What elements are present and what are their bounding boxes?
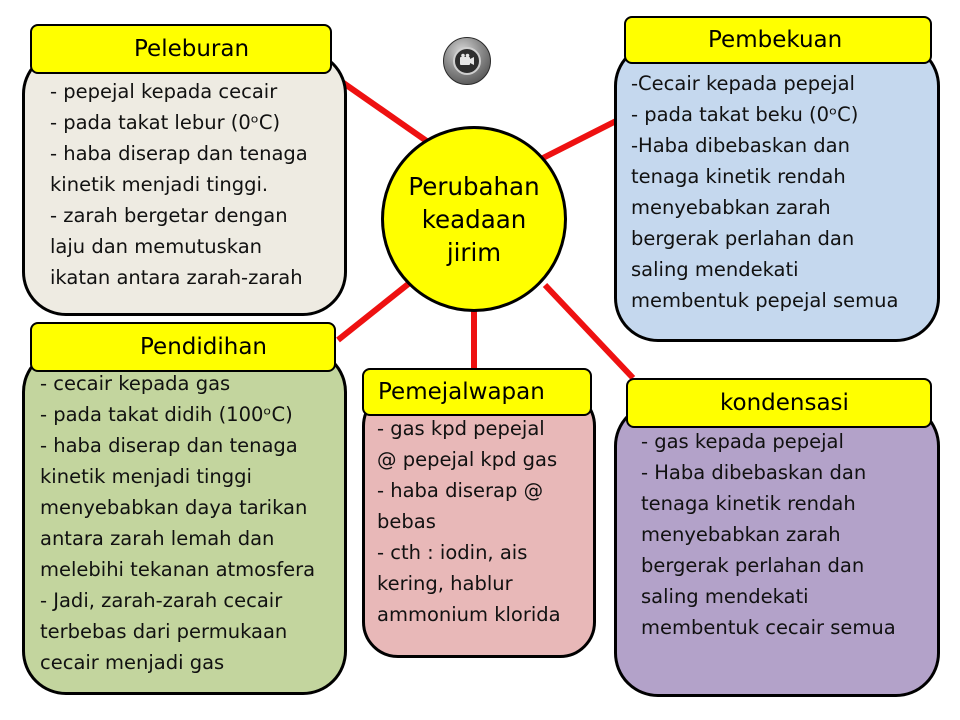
center-topic-line-3: jirim [446, 237, 502, 267]
pendidihan-line-8: - Jadi, zarah-zarah cecair [40, 589, 283, 612]
peleburan-line-1: - pepejal kepada cecair [50, 80, 278, 103]
media-button-face [453, 47, 481, 75]
connector-pembekuan [541, 120, 618, 159]
pembekuan-description [631, 68, 898, 316]
pemejalwapan-title: Pemejalwapan [362, 368, 592, 416]
pemejalwapan-line-5: - cth : iodin, ais [377, 541, 528, 564]
pembekuan-line-3: -Haba dibebaskan dan [631, 134, 850, 157]
peleburan-title: Peleburan [30, 24, 332, 74]
pemejalwapan-line-6: kering, hablur [377, 572, 513, 595]
film-camera-glyph [455, 49, 479, 73]
center-topic-circle [381, 126, 567, 312]
connector-pendidihan [338, 281, 412, 340]
pendidihan-line-2: - pada takat didih (100ᵒC) [40, 403, 293, 426]
kondensasi-line-2: - Haba dibebaskan dan [641, 461, 867, 484]
pembekuan-line-1: -Cecair kepada pepejal [631, 72, 855, 95]
peleburan-description [50, 76, 308, 293]
pemejalwapan-line-2: @ pepejal kpd gas [377, 448, 558, 471]
pendidihan-line-6: antara zarah lemah dan [40, 527, 275, 550]
connector-peleburan [342, 82, 428, 142]
pendidihan-line-5: menyebabkan daya tarikan [40, 496, 308, 519]
peleburan-line-7: ikatan antara zarah-zarah [50, 266, 303, 289]
kondensasi-line-1: - gas kepada pepejal [641, 430, 844, 453]
pembekuan-line-5: menyebabkan zarah [631, 196, 831, 219]
kondensasi-line-3: tenaga kinetik rendah [641, 492, 856, 515]
pemejalwapan-line-3: - haba diserap @ [377, 479, 544, 502]
peleburan-line-5: - zarah bergetar dengan [50, 204, 288, 227]
peleburan-line-2: - pada takat lebur (0ᵒC) [50, 111, 281, 134]
peleburan-line-3: - haba diserap dan tenaga [50, 142, 308, 165]
kondensasi-line-7: membentuk cecair semua [641, 616, 896, 639]
pemejalwapan-description [377, 413, 561, 630]
pembekuan-line-8: membentuk pepejal semua [631, 289, 899, 312]
pembekuan-line-2: - pada takat beku (0ᵒC) [631, 103, 859, 126]
kondensasi-line-4: menyebabkan zarah [641, 523, 841, 546]
pendidihan-line-3: - haba diserap dan tenaga [40, 434, 298, 457]
pendidihan-line-7: melebihi tekanan atmosfera [40, 558, 316, 581]
center-topic-line-2: keadaan [421, 204, 527, 234]
pendidihan-line-4: kinetik menjadi tinggi [40, 465, 252, 488]
pendidihan-line-9: terbebas dari permukaan [40, 620, 288, 643]
pembekuan-line-6: bergerak perlahan dan [631, 227, 855, 250]
pembekuan-line-7: saling mendekati [631, 258, 799, 281]
pembekuan-line-4: tenaga kinetik rendah [631, 165, 846, 188]
film-camera-icon[interactable] [443, 37, 491, 85]
pendidihan-line-1: - cecair kepada gas [40, 372, 231, 395]
pendidihan-line-10: cecair menjadi gas [40, 651, 225, 674]
pembekuan-title: Pembekuan [624, 16, 932, 64]
kondensasi-line-5: bergerak perlahan dan [641, 554, 865, 577]
center-topic-line-1: Perubahan [408, 171, 540, 201]
peleburan-line-6: laju dan memutuskan [50, 235, 262, 258]
pendidihan-title: Pendidihan [30, 322, 336, 372]
peleburan-line-4: kinetik menjadi tinggi. [50, 173, 269, 196]
pendidihan-description [40, 368, 315, 678]
pemejalwapan-line-1: - gas kpd pepejal [377, 417, 545, 440]
kondensasi-title: kondensasi [626, 378, 932, 428]
kondensasi-description [641, 426, 896, 643]
pemejalwapan-line-4: bebas [377, 510, 436, 533]
pemejalwapan-line-7: ammonium klorida [377, 603, 561, 626]
kondensasi-line-6: saling mendekati [641, 585, 809, 608]
